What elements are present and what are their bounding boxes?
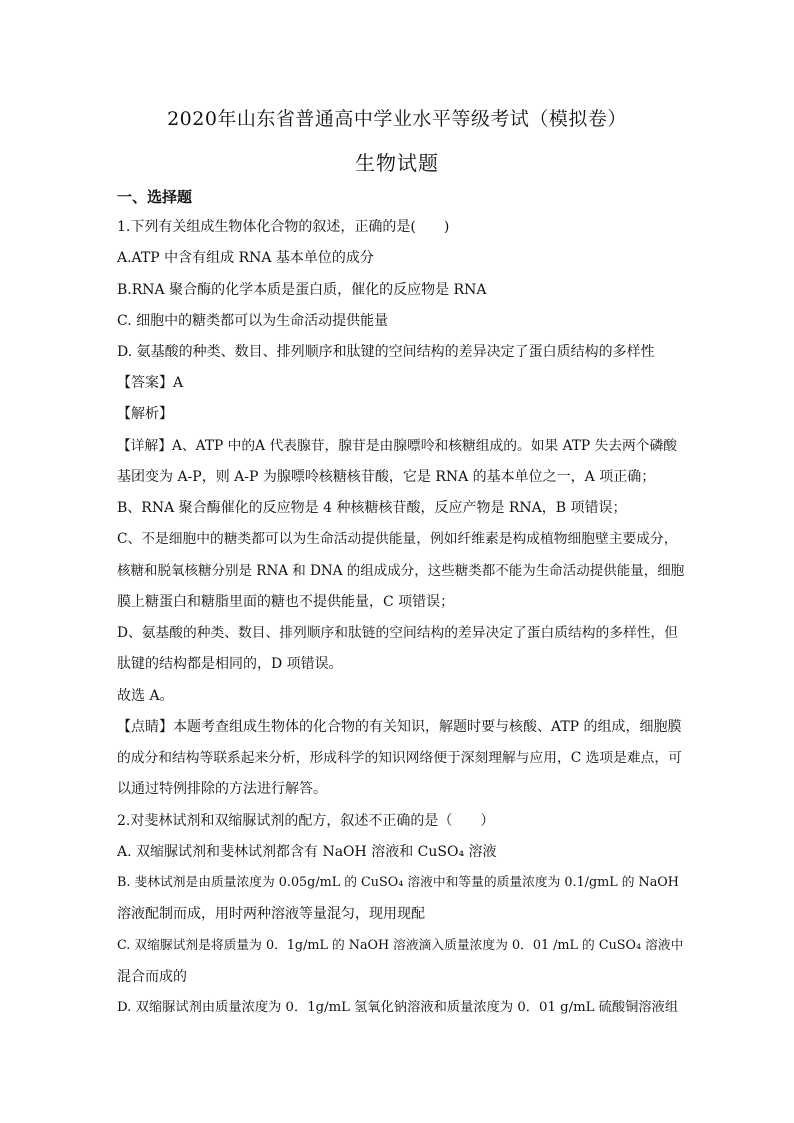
q1-option-a: A.ATP 中含有组成 RNA 基本单位的成分 [117, 250, 374, 266]
q1-detail-line: D、氨基酸的种类、数目、排列顺序和肽链的空间结构的差异决定了蛋白质结构的多样性，但 [117, 625, 679, 641]
section-heading: 一、选择题 [117, 188, 193, 206]
q1-detail-line: 膜上糖蛋白和糖脂里面的糖也不提供能量，C 项错误； [117, 594, 455, 610]
q2-line: A. 双缩脲试剂和斐林试剂都含有 NaOH 溶液和 CuSO₄ 溶液 [117, 844, 497, 860]
q1-detail-line: 【详解】A、ATP 中的A 代表腺苷，腺苷是由腺嘌呤和核糖组成的。如果 ATP 失去两个磷酸 [117, 438, 678, 454]
q2-line: 混合而成的 [117, 969, 187, 985]
q1-detail-line: B、RNA 聚合酶催化的反应物是 4 种核糖核苷酸，反应产物是 RNA，B 项错误； [117, 500, 627, 516]
q1-option-c: C. 细胞中的糖类都可以为生命活动提供能量 [117, 313, 389, 329]
q2-line: C. 双缩脲试剂是将质量为 0．1g/mL 的 NaOH 溶液滴入质量浓度为 0．01 /mL 的 CuSO₄ 溶液中 [117, 938, 684, 953]
q1-detail-line: 基团变为 A-P，则 A-P 为腺嘌呤核糖核苷酸，它是 RNA 的基本单位之一，A 项正确； [117, 469, 656, 485]
q2-stem: 2.对斐林试剂和双缩脲试剂的配方，叙述不正确的是（ ） [117, 813, 495, 829]
q1-comment-line: 【点睛】本题考查组成生物体的化合物的有关知识，解题时要与核酸、ATP 的组成，细胞膜 [117, 719, 682, 735]
q1-comment-line: 的成分和结构等联系起来分析，形成科学的知识网络便于深刻理解与应用，C 选项是难点，可 [117, 750, 682, 766]
q1-analysis-label: 【解析】 [117, 406, 173, 422]
q1-option-b: B.RNA 聚合酶的化学本质是蛋白质，催化的反应物是 RNA [117, 282, 487, 298]
q1-detail-line: 故选 A。 [117, 688, 174, 704]
q1-detail-line: C、不是细胞中的糖类都可以为生命活动提供能量，例如纤维素是构成植物细胞壁主要成分， [117, 531, 678, 547]
q1-comment-line: 以通过特例排除的方法进行解答。 [117, 781, 327, 797]
q1-stem: 1.下列有关组成生物体化合物的叙述，正确的是( ) [117, 219, 450, 235]
q1-option-d: D. 氨基酸的种类、数目、排列顺序和肽键的空间结构的差异决定了蛋白质结构的多样性 [117, 344, 655, 360]
exam-subtitle: 生物试题 [355, 151, 439, 175]
exam-title: 2020年山东省普通高中学业水平等级考试（模拟卷） [167, 108, 627, 130]
q1-detail-line: 肽键的结构都是相同的，D 项错误。 [117, 656, 343, 672]
q1-detail-line: 核糖和脱氧核糖分别是 RNA 和 DNA 的组成成分，这些糖类都不能为生命活动提供能量，细胞 [117, 563, 685, 579]
q2-line: D. 双缩脲试剂由质量浓度为 0．1g/mL 氢氧化钠溶液和质量浓度为 0．01 g/mL 硫酸铜溶液组 [117, 1000, 679, 1015]
q2-line: 溶液配制而成，用时两种溶液等量混匀，现用现配 [117, 906, 425, 922]
q1-answer: 【答案】A [117, 375, 184, 391]
q2-line: B. 斐林试剂是由质量浓度为 0.05g/mL 的 CuSO₄ 溶液中和等量的质量浓度为 0.1/gmL 的 NaOH [117, 875, 679, 890]
